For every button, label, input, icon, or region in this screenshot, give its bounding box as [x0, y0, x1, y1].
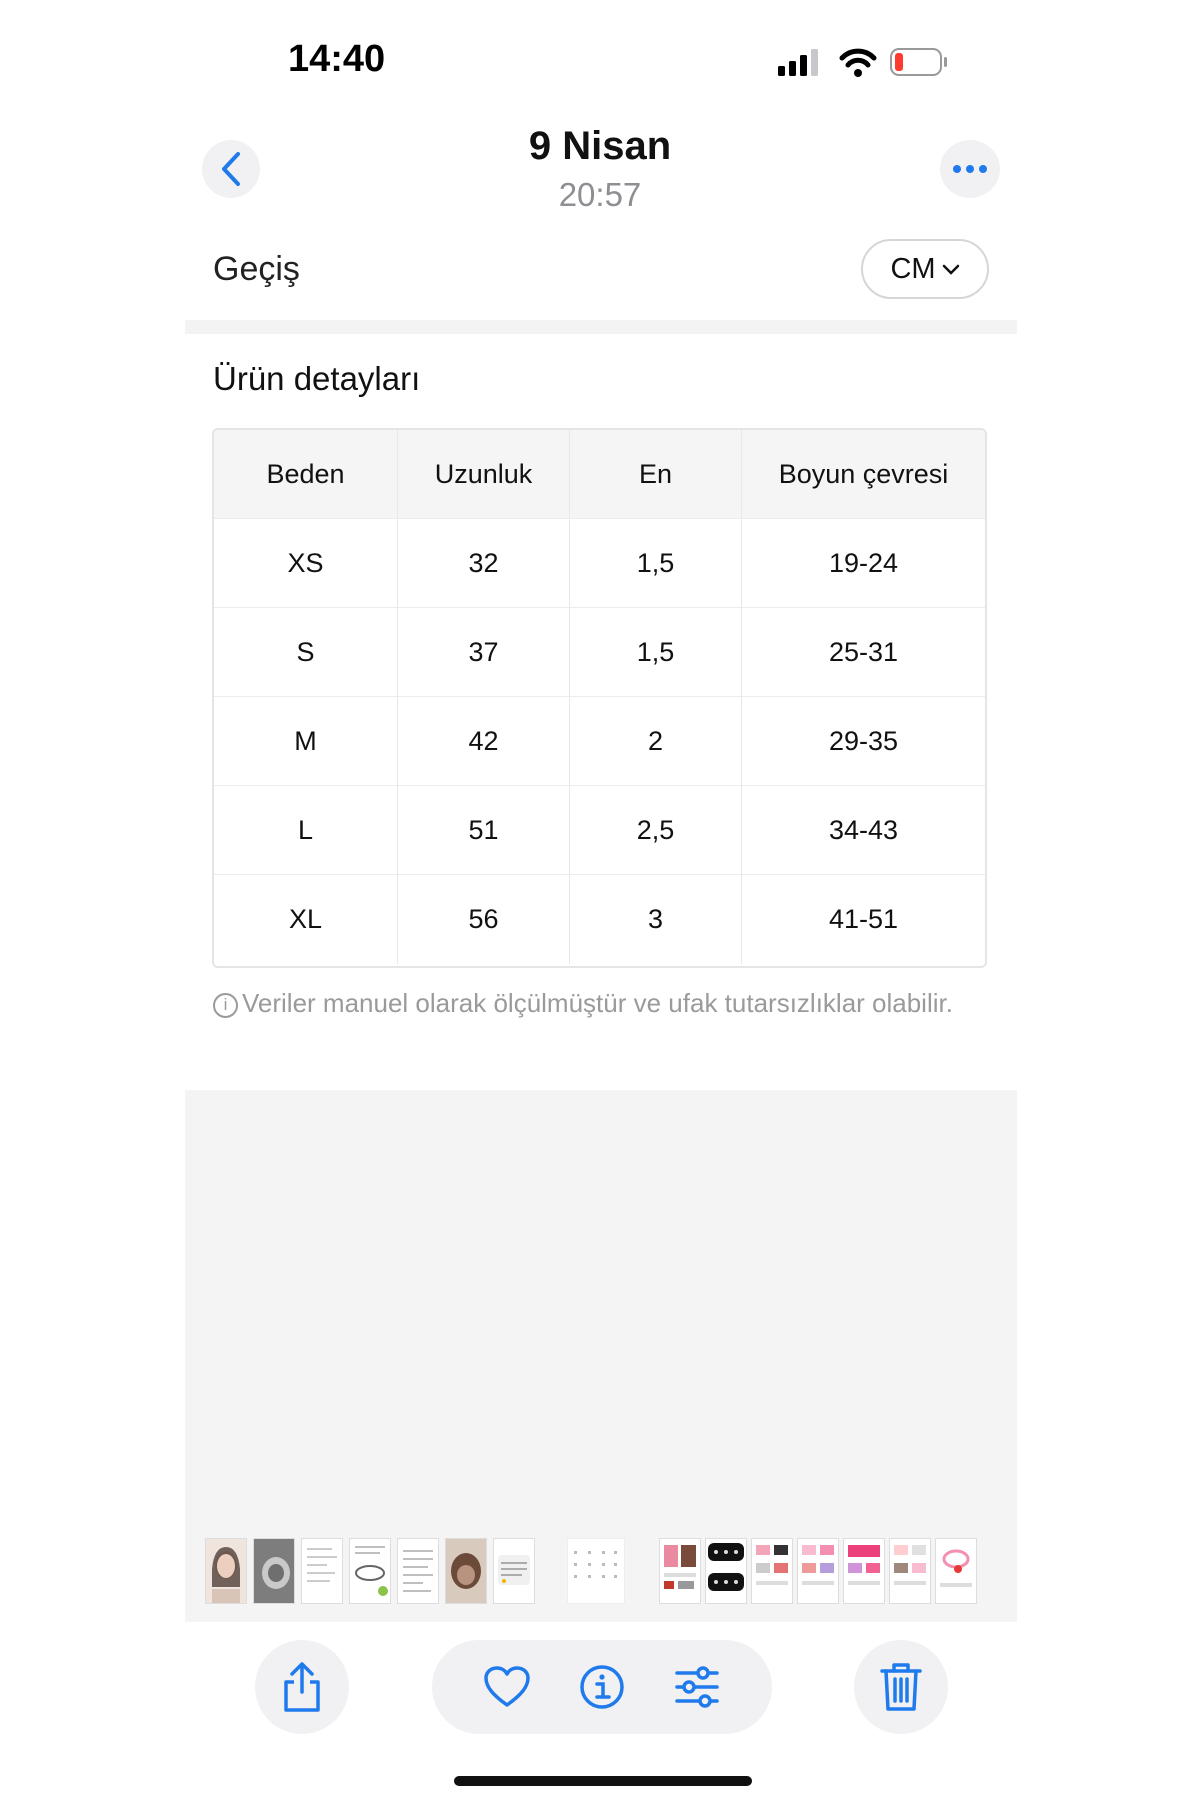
thumbnail[interactable]	[659, 1538, 701, 1604]
unit-label: CM	[890, 252, 936, 285]
section-divider	[185, 320, 1017, 334]
table-cell: M	[214, 697, 398, 785]
home-indicator[interactable]	[454, 1776, 752, 1786]
table-header-row	[214, 430, 985, 519]
thumbnail[interactable]	[205, 1538, 247, 1604]
cellular-signal-icon	[778, 49, 818, 76]
ellipsis-icon	[952, 164, 988, 174]
unit-dropdown	[861, 239, 989, 299]
thumbnail[interactable]	[445, 1538, 487, 1604]
table-cell: 42	[398, 697, 570, 785]
thumbnail[interactable]	[301, 1538, 343, 1604]
table-cell: XL	[214, 875, 398, 964]
info-icon[interactable]	[578, 1663, 626, 1711]
wifi-icon	[842, 51, 874, 77]
table-header-cell: Boyun çevresi	[778, 458, 949, 489]
size-table	[212, 428, 987, 968]
table-cell: 32	[398, 519, 570, 607]
thumbnail[interactable]	[705, 1538, 747, 1604]
table-cell: 1,5	[570, 519, 742, 607]
table-cell: 19-24	[828, 547, 899, 578]
chevron-down-icon	[942, 263, 960, 275]
table-cell: 2	[570, 697, 742, 785]
share-icon	[280, 1660, 324, 1714]
table-cell: 34-43	[828, 814, 899, 845]
thumbnail-strip[interactable]	[205, 1538, 1005, 1604]
table-cell: L	[214, 786, 398, 874]
table-cell: 2,5	[570, 786, 742, 874]
table-row	[214, 697, 985, 786]
chevron-left-icon	[220, 151, 242, 187]
table-cell: 37	[398, 608, 570, 696]
section-title: Ürün detayları	[213, 360, 421, 397]
table-row	[214, 875, 985, 964]
table-cell: XS	[214, 519, 398, 607]
table-cell: 25-31	[828, 636, 899, 667]
sliders-icon[interactable]	[673, 1665, 721, 1709]
action-group	[432, 1640, 772, 1734]
more-button[interactable]	[940, 140, 1000, 198]
header-date: 9 Nisan	[528, 124, 672, 168]
table-row	[214, 608, 985, 697]
table-cell: S	[214, 608, 398, 696]
photo-viewer[interactable]	[185, 226, 1017, 1086]
table-cell: 29-35	[828, 725, 899, 756]
table-cell: 1,5	[570, 608, 742, 696]
table-row	[214, 786, 985, 875]
table-cell: 41-51	[828, 904, 899, 934]
share-button[interactable]	[255, 1640, 349, 1734]
thumbnail[interactable]	[751, 1538, 793, 1604]
table-header-cell: En	[570, 430, 742, 518]
note-text: Veriler manuel olarak ölçülmüştür ve ufak tutarsızlıklar olabilir.	[242, 988, 953, 1018]
table-cell: 51	[398, 786, 570, 874]
thumbnail[interactable]	[889, 1538, 931, 1604]
thumbnail[interactable]	[843, 1538, 885, 1604]
status-time: 14:40	[288, 38, 386, 80]
thumbnail[interactable]	[493, 1538, 535, 1604]
heart-icon[interactable]	[483, 1665, 531, 1709]
trash-icon	[879, 1661, 923, 1713]
thumbnail[interactable]	[397, 1538, 439, 1604]
table-cell: 3	[570, 875, 742, 964]
header-time: 20:57	[558, 176, 642, 213]
transition-label: Geçiş	[213, 250, 300, 288]
thumbnail[interactable]	[567, 1538, 625, 1604]
thumbnail[interactable]	[797, 1538, 839, 1604]
measurement-note	[213, 986, 953, 1020]
table-header-cell: Uzunluk	[398, 430, 570, 518]
status-icons	[778, 46, 948, 80]
thumbnail[interactable]	[253, 1538, 295, 1604]
thumbnail[interactable]	[935, 1538, 977, 1604]
info-icon: i	[213, 993, 238, 1018]
thumbnail[interactable]	[349, 1538, 391, 1604]
battery-icon	[891, 49, 947, 75]
table-cell: 56	[398, 875, 570, 964]
delete-button[interactable]	[854, 1640, 948, 1734]
table-header-cell: Beden	[214, 430, 398, 518]
table-row	[214, 519, 985, 608]
back-button[interactable]	[202, 140, 260, 198]
